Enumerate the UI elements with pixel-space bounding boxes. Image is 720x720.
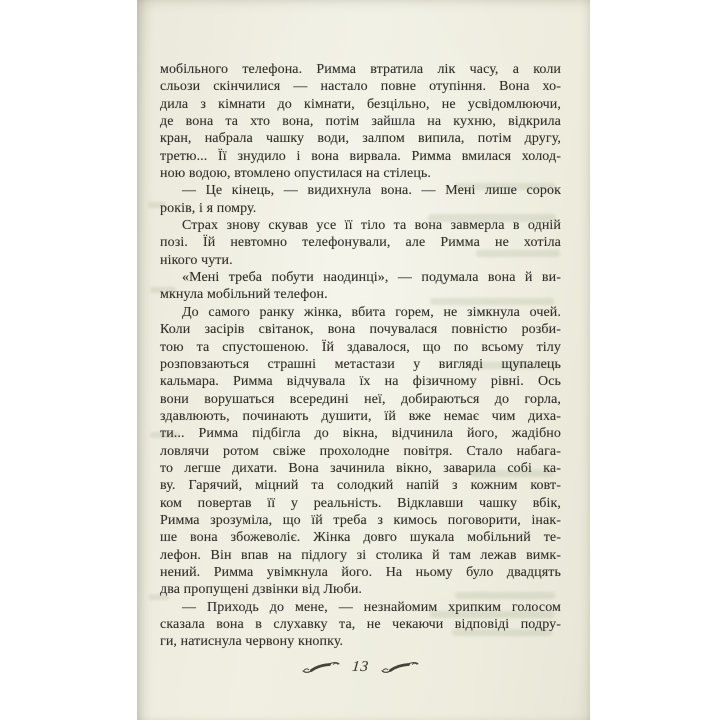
text-line: третю... Її знудило і вона вирвала. Римма вмилася холод- xyxy=(160,148,561,164)
text-line: дила з кімнати до кімнати, безцільно, не усвідомлюючи, xyxy=(160,96,561,112)
text-line: лефон. Він впав на підлогу зі столика й там лежав вимк- xyxy=(160,547,561,563)
swash-ornament-left-icon xyxy=(301,661,341,674)
text-line: ною водою, втомлено опустилася на стілець. xyxy=(160,166,431,182)
text-line: кальмара. Римма відчувала їх на фізичному рівні. Ось xyxy=(160,374,561,390)
text-line: нений. Римма увімкнула його. На ньому було двадцять xyxy=(160,564,561,580)
text-line: тою та спустошеною. Їй здавалося, що по всьому тілу xyxy=(160,339,561,355)
book-page xyxy=(137,0,590,720)
text-line: ше вона збожеволіє. Жінка довго шукала мобільний те- xyxy=(160,530,561,546)
text-line: — Це кінець, — видихнула вона. — Мені лише сорок xyxy=(182,183,561,199)
text-line: два пропущені дзвінки від Люби. xyxy=(160,582,363,598)
text-line: ву. Гарячий, міцний та солодкий напій з кожним ковт- xyxy=(160,478,561,494)
text-line: Римма зрозуміла, що їй треба з кимось поговорити, інак- xyxy=(160,512,561,528)
text-line: — Приходь до мене, — незнайомим хрипким голосом xyxy=(182,599,561,615)
text-line: років, і я помру. xyxy=(160,200,257,216)
text-line: вони ворушаться всередині неї, добираються до горла, xyxy=(160,391,561,407)
text-line: ловлячи ротом свіже прохолодне повітря. Стало набага- xyxy=(160,443,561,459)
text-line: До самого ранку жінка, вбита горем, не зімкнула очей. xyxy=(182,304,561,320)
text-line: сльози скінчилися — настало повне отупіння. Вона хо- xyxy=(160,79,561,95)
text-line: ти... Римма підбігла до вікна, відчинила його, жадібно xyxy=(160,426,561,442)
text-line: де вона та хто вона, потім зайшла на кухню, відкрила xyxy=(160,114,561,130)
text-block xyxy=(160,61,561,651)
text-line: ком повертав її у реальність. Відклавши чашку вбік, xyxy=(160,495,561,511)
text-line: здавлюють, починають душити, їй вже немає чим диха- xyxy=(160,408,561,424)
page-footer xyxy=(160,659,561,676)
text-line: ги, натиснула червону кнопку. xyxy=(160,634,344,650)
text-line: нікого чути. xyxy=(160,252,233,268)
text-line: розповзаються страшні метастази у вигляді щупалець xyxy=(160,356,561,372)
swash-ornament-right-icon xyxy=(380,661,420,674)
text-line: сказала вона в слухавку та, не чекаючи відповіді подру- xyxy=(160,617,561,632)
text-line: кран, набрала чашку води, залпом випила, потім другу, xyxy=(160,131,561,147)
text-line: позі. Їй невтомно телефонували, але Римма не хотіла xyxy=(160,235,561,251)
page-number: 13 xyxy=(351,659,370,675)
text-line: Коли засірів світанок, вона почувалася повністю розби- xyxy=(160,322,561,338)
text-line: «Мені треба побути наодинці», — подумала вона й ви- xyxy=(182,270,561,286)
text-line: то легше дихати. Вона зачинила вікно, заварила собі ка- xyxy=(160,460,561,476)
text-line: Страх знову скував усе її тіло та вона завмерла в одній xyxy=(182,218,561,234)
text-line: мкнула мобільний телефон. xyxy=(160,287,328,303)
text-line: мобільного телефона. Римма втратила лік часу, а коли xyxy=(160,62,561,77)
